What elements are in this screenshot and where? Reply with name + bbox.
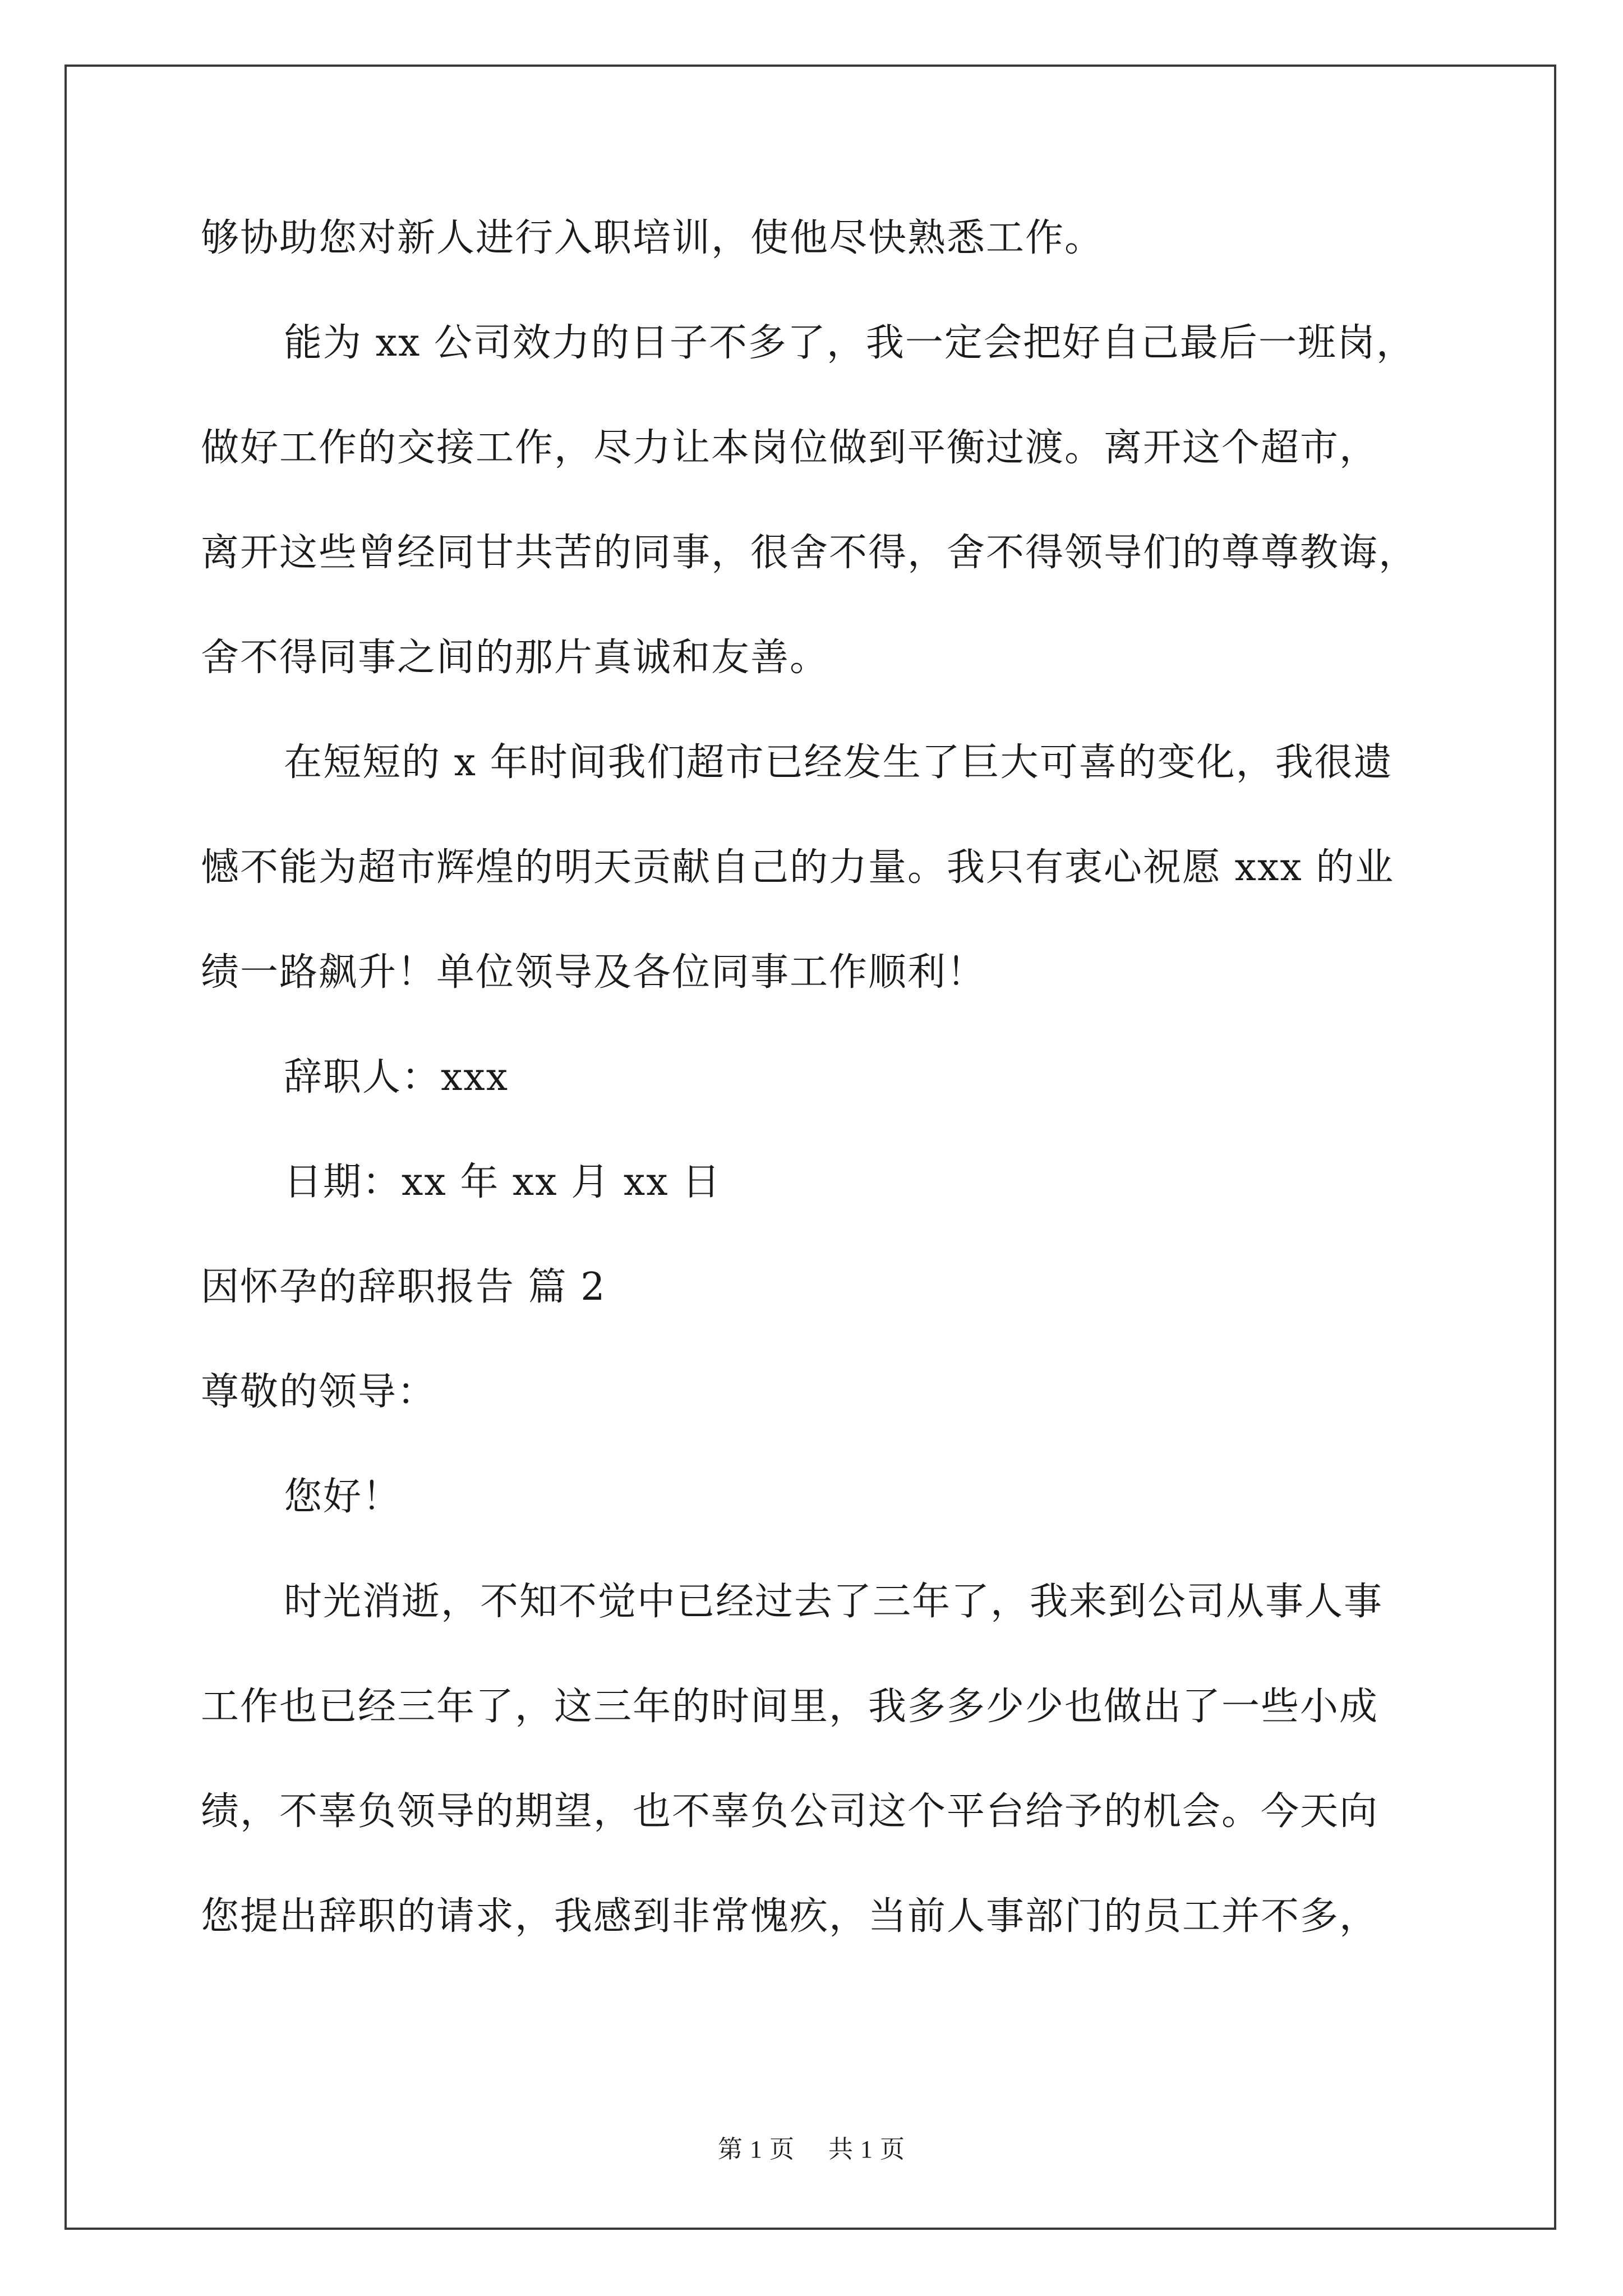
text-line: 离开这些曾经同甘共苦的同事，很舍不得，舍不得领导们的尊尊教诲，: [201, 531, 1418, 575]
text-line: 做好工作的交接工作，尽力让本岗位做到平衡过渡。离开这个超市，: [201, 426, 1379, 470]
date-line: 日期：xx 年 xx 月 xx 日: [284, 1160, 722, 1204]
signature-line: 辞职人：xxx: [284, 1055, 509, 1099]
text-line: 憾不能为超市辉煌的明天贡献自己的力量。我只有衷心祝愿 xxx 的业: [201, 845, 1395, 890]
text-line: 工作也已经三年了，这三年的时间里，我多多少少也做出了一些小成: [201, 1685, 1379, 1729]
text-line: 绩一路飙升！单位领导及各位同事工作顺利！: [201, 950, 986, 995]
text-line: 够协助您对新人进行入职培训，使他尽快熟悉工作。: [201, 216, 1104, 260]
text-line: 舍不得同事之间的那片真诚和友善。: [201, 636, 829, 680]
section-heading: 因怀孕的辞职报告 篇 2: [201, 1265, 606, 1309]
page-number: 第 1 页: [718, 2136, 795, 2163]
text-line: 时光消逝，不知不觉中已经过去了三年了，我来到公司从事人事: [284, 1580, 1384, 1624]
text-line: 绩，不辜负领导的期望，也不辜负公司这个平台给予的机会。今天向: [201, 1789, 1379, 1834]
text-line: 在短短的 x 年时间我们超市已经发生了巨大可喜的变化，我很遗: [284, 740, 1393, 785]
greeting: 您好！: [284, 1475, 402, 1519]
page-footer: [0, 2129, 1623, 2165]
page-total: 共 1 页: [828, 2136, 905, 2163]
text-line: 您提出辞职的请求，我感到非常愧疚，当前人事部门的员工并不多，: [201, 1894, 1379, 1939]
text-line: 能为 xx 公司效力的日子不多了，我一定会把好自己最后一班岗，: [284, 321, 1415, 365]
salutation: 尊敬的领导：: [201, 1370, 437, 1414]
